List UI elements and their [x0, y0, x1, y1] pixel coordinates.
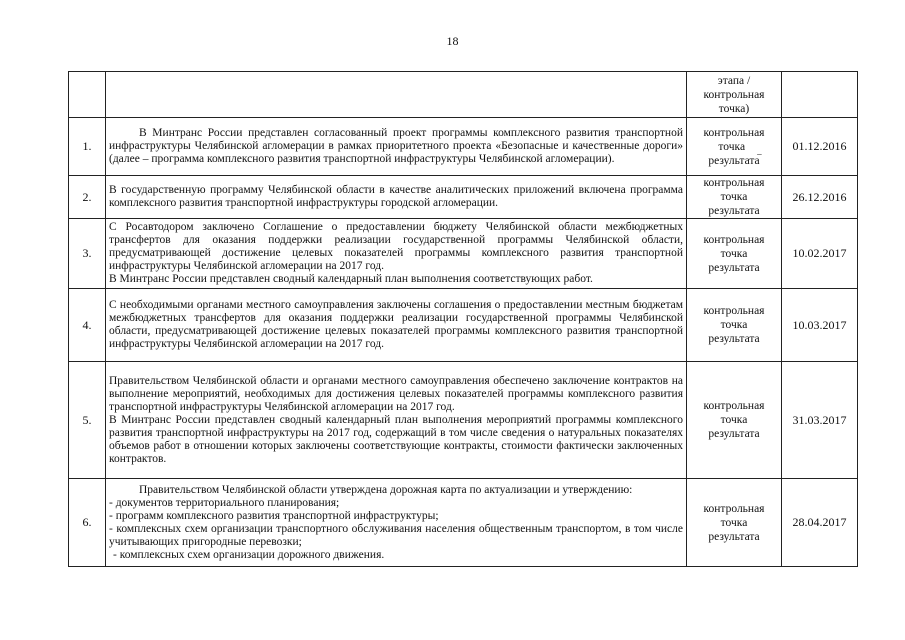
date-cell: 01.12.2016 — [782, 118, 858, 176]
event-line: - комплексных схем организации дорожного движения. — [113, 548, 385, 561]
event-line: - документов территориального планирования; — [109, 496, 340, 509]
stray-mark: _ — [757, 145, 762, 156]
type-cell — [687, 479, 782, 567]
event-paragraph: В Минтранс России представлен сводный календарный план выполнения соответствующих работ. — [109, 273, 593, 285]
event-text — [106, 219, 687, 289]
type-line: результата — [708, 261, 760, 274]
type-line: точка — [720, 319, 748, 331]
type-line: точка — [720, 516, 748, 529]
row-number: 3. — [69, 219, 106, 289]
table-row — [69, 362, 858, 479]
type-line: результата — [708, 154, 760, 167]
type-line: результата — [708, 428, 760, 440]
type-line — [690, 140, 778, 154]
event-text — [106, 362, 687, 479]
type-line: контрольная — [703, 502, 765, 515]
event-line: Правительством Челябинской области утверждена дорожная карта по актуализации и утверждению: — [139, 483, 633, 496]
page-number: 18 — [446, 34, 459, 48]
type-cell — [687, 362, 782, 479]
type-line: этапа / — [717, 74, 751, 87]
row-number: 5. — [69, 362, 106, 479]
event-paragraph: Правительством Челябинской области и органами местного самоуправления обеспечено заключение контрактов на выполнение мероприятий, необходимых для достижения целевых показателей программы комплексного развития транспортной инфраструктуры Челябинской агломерации на 2017 год. — [109, 374, 683, 413]
header-continuation-row — [69, 72, 858, 118]
event-cell — [106, 72, 687, 118]
event-paragraph: В Минтранс России представлен сводный календарный план выполнения мероприятий программы комплексного развития транспортной инфраструктуры на 2017 год, содержащий в том числе сведения о натуральных показателях объемов работ в отношении которых заключены соответствующие контракты, стоимости фактически заключенных контрактов. — [109, 413, 683, 465]
date-cell: 31.03.2017 — [782, 362, 858, 479]
type-line: точка — [720, 247, 748, 260]
type-line: результата — [708, 530, 760, 543]
type-line: результата — [708, 205, 760, 217]
row-number: 1. — [69, 118, 106, 176]
date-cell: 10.03.2017 — [782, 289, 858, 362]
event-text — [106, 479, 687, 567]
type-line: контрольная — [703, 400, 765, 412]
row-number: 6. — [69, 479, 106, 567]
date-cell — [782, 72, 858, 118]
event-line: - комплексных схем организации транспортного обслуживания населения общественным транспортом, в том числе учитывающих пригородные перевозки; — [109, 522, 683, 548]
date-cell: 28.04.2017 — [782, 479, 858, 567]
row-number: 2. — [69, 176, 106, 219]
table-row — [69, 479, 858, 567]
event-paragraph: С Росавтодором заключено Соглашение о предоставлении бюджету Челябинской области межбюджетных трансфертов для оказания поддержки реализации государственной программы Челябинской области, предусматривающей достижение целевых показателей программы комплексного развития транспортной инфраструктуры Челябинской агломерации на 2017 год. — [109, 221, 683, 272]
type-cell — [687, 176, 782, 219]
row-number: 4. — [69, 289, 106, 362]
event-text: С необходимыми органами местного самоуправления заключены соглашения о предоставлении местным бюджетам межбюджетных трансфертов для оказания поддержки реализации государственной программы Челябинской области, предусматривающей достижение целевых показателей программы комплексного развития транспортной инфраструктуры Челябинской агломерации на 2017 год. — [106, 289, 687, 362]
event-text: В государственную программу Челябинской области в качестве аналитических приложений включена программа комплексного развития транспортной инфраструктуры городской агломерации. — [106, 176, 687, 219]
table-row — [69, 176, 858, 219]
type-cell — [687, 219, 782, 289]
type-line: контрольная — [703, 88, 765, 101]
type-line: точка) — [718, 102, 750, 115]
type-line: контрольная — [703, 305, 765, 317]
type-cell — [687, 72, 782, 118]
type-line: результата — [708, 333, 760, 345]
type-line: точка — [720, 414, 748, 426]
num-cell — [69, 72, 106, 118]
type-cell — [687, 289, 782, 362]
type-cell — [687, 118, 782, 176]
event-line: - программ комплексного развития транспортной инфраструктуры; — [109, 509, 439, 522]
date-cell: 10.02.2017 — [782, 219, 858, 289]
event-text: В Минтранс России представлен согласованный проект программы комплексного развития транспортной инфраструктуры Челябинской агломерации в рамках приоритетного проекта «Безопасные и качественные дороги» (далее – программа комплексного развития транспортной инфраструктуры Челябинской агломерации). — [106, 118, 687, 176]
table-row — [69, 219, 858, 289]
control-points-table — [68, 71, 858, 567]
table-row — [69, 289, 858, 362]
type-line-text: точка — [718, 140, 746, 153]
type-line: контрольная — [703, 177, 765, 189]
type-line: контрольная — [703, 233, 765, 246]
type-line: контрольная — [703, 126, 765, 139]
date-cell: 26.12.2016 — [782, 176, 858, 219]
type-line: точка — [720, 191, 748, 203]
table-row — [69, 118, 858, 176]
